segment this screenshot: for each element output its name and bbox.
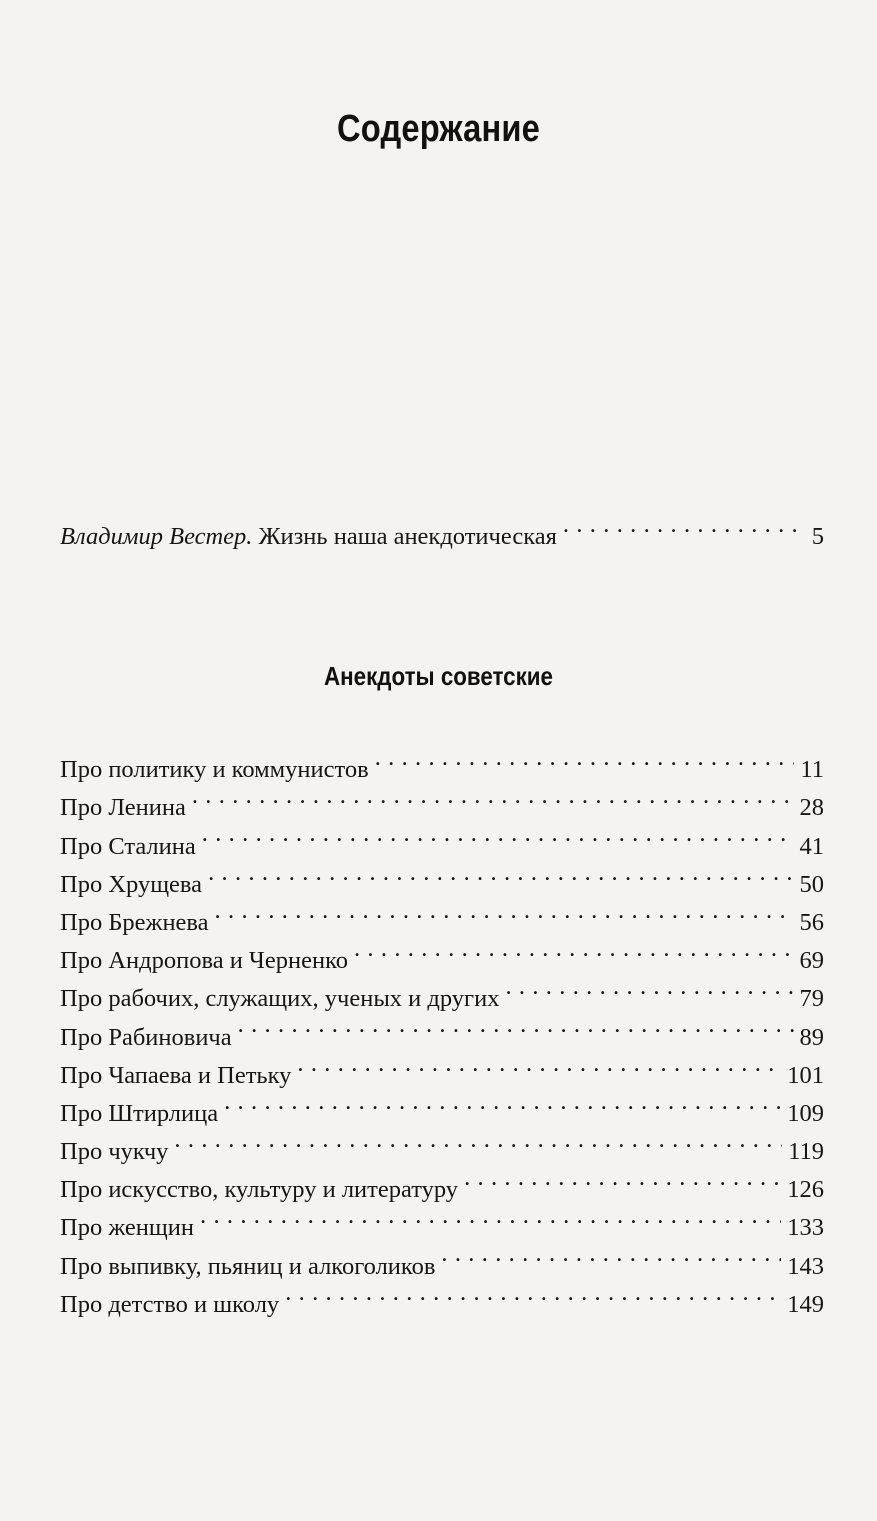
toc-entry-page: 79 bbox=[799, 985, 824, 1013]
dot-leader bbox=[202, 815, 794, 853]
toc-list bbox=[60, 739, 824, 1318]
toc-entry-title: Про Рабиновича bbox=[60, 1023, 232, 1051]
toc-entry[interactable] bbox=[60, 1159, 824, 1204]
toc-entry-page: 41 bbox=[799, 832, 824, 860]
dot-leader bbox=[192, 777, 794, 815]
dot-leader bbox=[505, 968, 793, 1006]
toc-entry-page: 101 bbox=[787, 1061, 824, 1089]
toc-entry-intro[interactable] bbox=[60, 506, 824, 551]
toc-entry-title: Про искусство, культуру и литературу bbox=[60, 1176, 459, 1204]
toc-entry-title: Про Хрущева bbox=[60, 870, 203, 898]
toc-entry-title: Про политику и коммунистов bbox=[60, 756, 369, 784]
toc-entry-page: 28 bbox=[799, 794, 824, 822]
toc-entry-title: Жизнь наша анекдотическая bbox=[258, 523, 557, 551]
dot-leader bbox=[375, 739, 795, 777]
toc-entry[interactable] bbox=[60, 739, 824, 784]
dot-leader bbox=[441, 1235, 781, 1273]
toc-entry-label bbox=[60, 518, 557, 556]
toc-entry-page: 69 bbox=[799, 947, 824, 975]
dot-leader bbox=[464, 1159, 781, 1197]
dot-leader bbox=[297, 1045, 781, 1083]
toc-entry-page: 149 bbox=[787, 1290, 824, 1318]
toc-entry-title: Про чукчу bbox=[60, 1138, 169, 1166]
toc-entry-title: Про Штирлица bbox=[60, 1099, 219, 1127]
toc-entry-title: Про выпивку, пьяниц и алкоголиков bbox=[60, 1252, 436, 1280]
page-title: Содержание bbox=[336, 108, 541, 150]
dot-leader bbox=[285, 1274, 781, 1312]
toc-entry-title: Про Брежнева bbox=[60, 908, 209, 936]
toc-entry-page: 143 bbox=[787, 1252, 824, 1280]
toc-entry-title: Про детство и школу bbox=[60, 1290, 280, 1318]
toc-entry[interactable] bbox=[60, 1121, 824, 1166]
toc-intro bbox=[60, 506, 824, 551]
toc-entry-title: Про Андропова и Черненко bbox=[60, 947, 348, 975]
dot-leader bbox=[174, 1121, 782, 1159]
toc-entry-page: 119 bbox=[788, 1138, 824, 1166]
dot-leader bbox=[215, 892, 794, 930]
toc-entry-page: 56 bbox=[799, 908, 824, 936]
toc-entry-page: 133 bbox=[787, 1214, 824, 1242]
dot-leader bbox=[224, 1083, 781, 1121]
dot-leader bbox=[354, 930, 794, 968]
dot-leader bbox=[200, 1197, 781, 1235]
dot-leader bbox=[238, 1006, 794, 1044]
toc-entry-page: 126 bbox=[787, 1176, 824, 1204]
section-title: Анекдоты советские bbox=[323, 661, 553, 691]
toc-entry-title: Про Сталина bbox=[60, 832, 196, 860]
toc-entry-title: Про Ленина bbox=[60, 794, 186, 822]
toc-entry-page: 5 bbox=[811, 523, 824, 551]
toc-entry-page: 11 bbox=[800, 756, 824, 784]
dot-leader bbox=[208, 854, 793, 892]
toc-entry-page: 89 bbox=[799, 1023, 824, 1051]
toc-entry-page: 109 bbox=[787, 1099, 824, 1127]
toc-entry-title: Про женщин bbox=[60, 1214, 194, 1242]
toc-entry-page: 50 bbox=[799, 870, 824, 898]
dot-leader bbox=[563, 506, 806, 544]
toc-entry-title: Про Чапаева и Петьку bbox=[60, 1061, 292, 1089]
toc-entry-author: Владимир Вестер. bbox=[60, 523, 253, 551]
toc-entry-title: Про рабочих, служащих, ученых и других bbox=[60, 985, 500, 1013]
